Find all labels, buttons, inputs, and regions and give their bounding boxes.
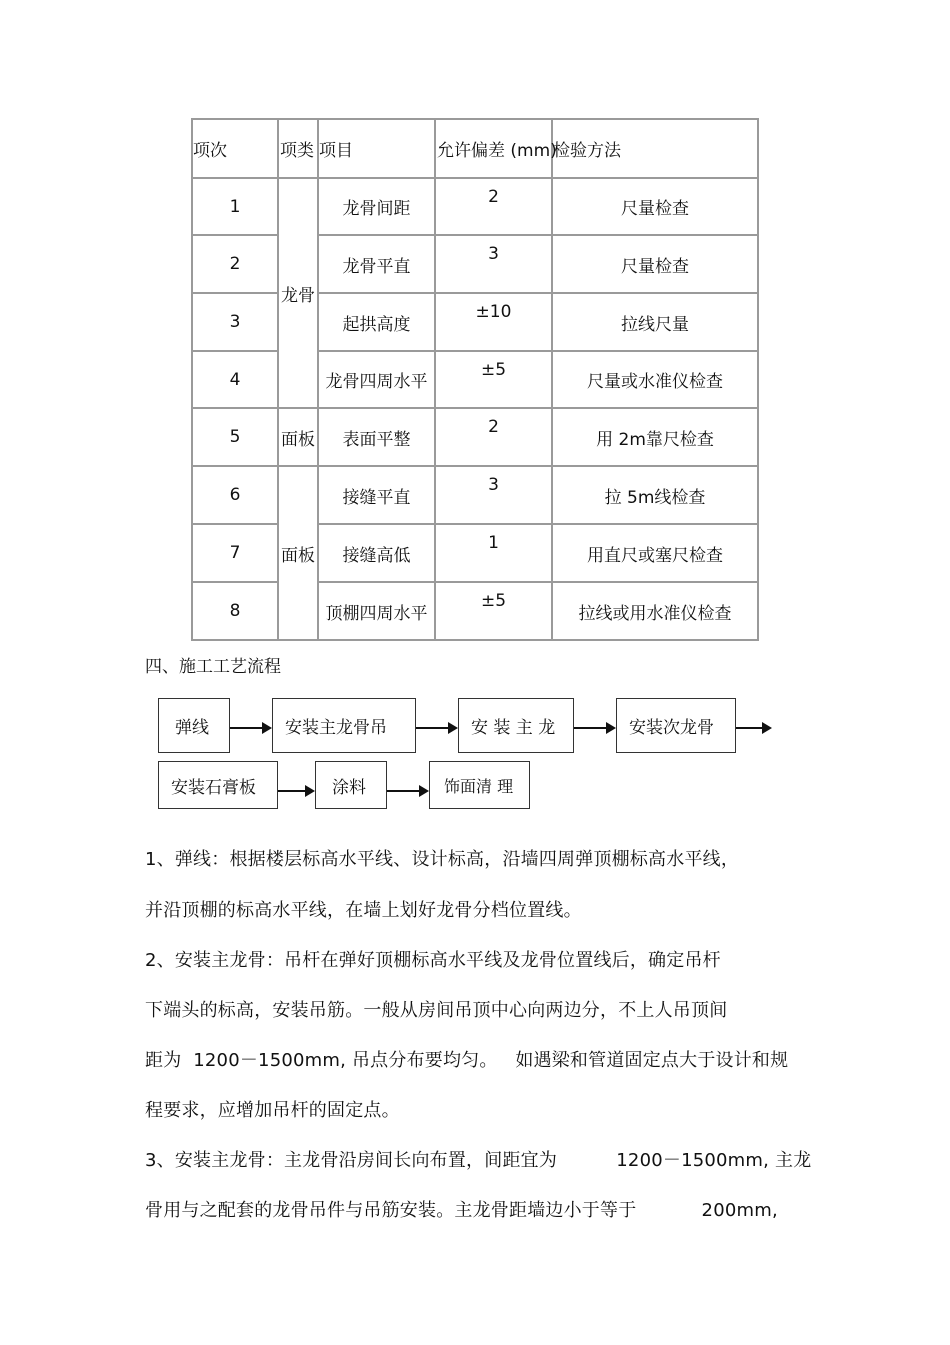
row-no: 8 [229,601,241,621]
row-tolerance: ±5 [480,360,507,380]
paragraph-line: 并沿顶棚的标高水平线，在墙上划好龙骨分档位置线。 [145,900,582,921]
row-no: 6 [229,485,241,505]
flow-step-label: 饰面清 理 [444,776,514,796]
table-border-top [191,118,759,120]
flow-step-label: 涂料 [332,777,366,798]
row-no: 4 [229,369,241,390]
flow-step-3 [458,698,574,753]
row-item: 接缝高低 [342,545,411,566]
table-border-bottom [191,639,759,641]
flow-step-label: 安装石膏板 [171,777,256,798]
flow-step-2 [272,698,416,753]
flow-step-5 [158,761,278,809]
row-tolerance: 2 [488,417,499,437]
paragraph-line: 骨用与之配套的龙骨吊件与吊筋安装。主龙骨距墙边小于等于 200mm, [145,1200,778,1221]
header-method: 检验方法 [553,141,621,161]
category-panel: 面板 [281,545,315,566]
row-method: 尺量检查 [621,256,689,277]
row-item: 龙骨平直 [342,256,411,277]
category-keel: 龙骨 [281,285,315,306]
row-method: 拉线或用水准仪检查 [578,603,732,624]
category-panel: 面板 [281,429,315,450]
paragraph-line: 3、安装主龙骨：主龙骨沿房间长向布置，间距宜为 1200－1500mm, 主龙 [145,1150,812,1171]
row-tolerance: ±5 [480,591,507,611]
flow-arrow [230,727,270,729]
row-item: 起拱高度 [342,314,411,335]
paragraph-line: 下端头的标高，安装吊筋。一般从房间吊顶中心向两边分，不上人吊顶间 [145,1000,728,1021]
row-no: 7 [229,543,241,563]
section-title: 四、施工工艺流程 [145,657,281,677]
paragraph-line: 2、安装主龙骨：吊杆在弹好顶棚标高水平线及龙骨位置线后，确定吊杆 [145,950,721,971]
flow-arrow [416,727,456,729]
flow-arrow [736,727,770,729]
header-category: 项类 [280,141,314,161]
flow-step-7 [429,761,530,809]
row-method: 拉线尺量 [621,314,689,335]
row-method: 尺量或水准仪检查 [587,372,723,392]
row-item: 龙骨间距 [342,199,411,219]
table-border-right [757,118,759,641]
row-item: 顶棚四周水平 [325,603,428,624]
row-tolerance: 3 [488,244,499,264]
row-item: 表面平整 [342,429,411,450]
flow-step-label: 安装次龙骨 [629,718,714,738]
header-tolerance: 允许偏差 (mm) [437,141,557,161]
row-tolerance: 3 [488,475,499,495]
paragraph-line: 程要求，应增加吊杆的固定点。 [145,1100,400,1121]
flow-step-label: 弹线 [175,718,209,738]
flow-step-label: 安 装 主 龙 [471,718,556,738]
row-method: 尺量检查 [621,199,689,219]
header-no: 项次 [193,141,227,161]
row-tolerance: 1 [488,533,499,553]
row-tolerance: 2 [488,187,499,207]
row-no: 1 [229,196,241,217]
paragraph-line: 1、弹线：根据楼层标高水平线、设计标高，沿墙四周弹顶棚标高水平线， [145,849,740,870]
row-item: 龙骨四周水平 [325,372,428,392]
flow-step-6 [315,761,387,809]
row-no: 3 [229,312,241,332]
flow-arrow [387,790,427,792]
row-method: 用 2m靠尺检查 [596,429,714,450]
header-item: 项目 [319,141,353,161]
flow-arrow [574,727,614,729]
row-no: 2 [229,254,241,274]
row-no: 5 [229,427,241,447]
row-method: 拉 5m线检查 [604,487,706,508]
flow-step-label: 安装主龙骨吊 [285,718,387,738]
flow-step-4 [616,698,736,753]
row-method: 用直尺或塞尺检查 [587,545,723,566]
flow-step-1 [158,698,230,753]
row-tolerance: ±10 [475,302,512,322]
paragraph-line: 距为 1200－1500mm, 吊点分布要均匀。 如遇梁和管道固定点大于设计和规 [145,1050,789,1071]
row-item: 接缝平直 [342,487,411,508]
flow-arrow [278,790,313,792]
